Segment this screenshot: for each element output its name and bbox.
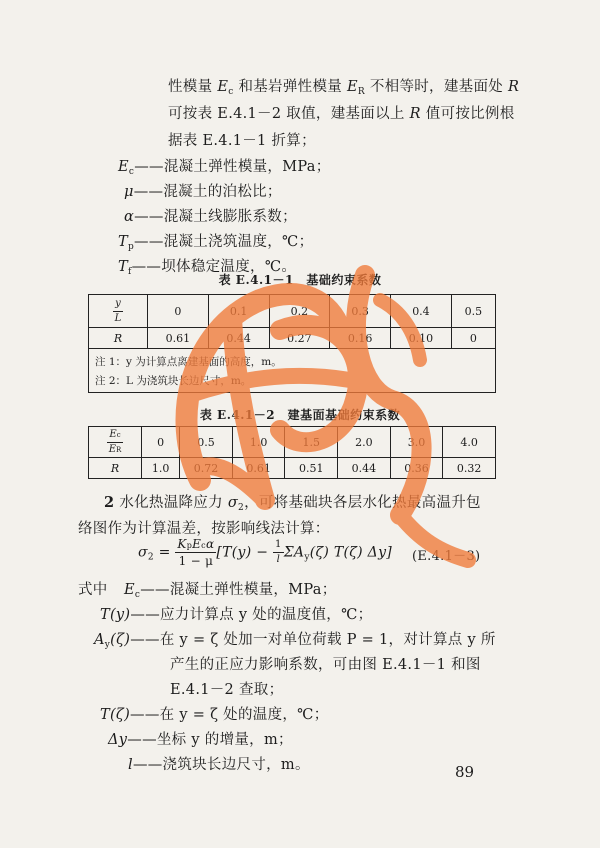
def-ec-2 (124, 578, 337, 600)
def-symbol: A (94, 632, 105, 648)
item-number: 2 (104, 494, 115, 511)
intro-text: 性模量 (168, 79, 218, 95)
def-lead: 式中 (78, 582, 108, 598)
def-text: ——坝体稳定温度，℃。 (131, 259, 297, 275)
para-text: ，可将基础块各层水化热最高温升包 (244, 495, 481, 511)
table-cell: 0.27 (269, 328, 330, 349)
table-cell: 0.2 (269, 295, 330, 328)
table1-note-1: 注 1：y 为计算点离建基面的高度，m。 (95, 356, 282, 368)
para-text: 水化热温降应力 (119, 495, 228, 511)
frac-den (107, 443, 122, 455)
frac-den: 1 − μ (178, 554, 214, 568)
table1-header-cell (89, 295, 148, 328)
sub-2: 2 (147, 552, 154, 563)
def-symbol: α (124, 209, 135, 225)
intro-text: 可按表 E.4.1－2 取值，建基面以上 (168, 106, 410, 122)
def-alpha (124, 205, 297, 226)
frac-den: L (114, 312, 122, 324)
def-symbol: E (124, 582, 135, 598)
table-cell: 0.61 (148, 328, 209, 349)
sym-sigma: σ (227, 495, 239, 511)
def-text: ——混凝土弹性模量，MPa； (134, 159, 331, 175)
table2-title: 表 E.4.1－2 建基面基础约束系数 (199, 408, 401, 422)
table-cell: 0.3 (330, 295, 391, 328)
sub-p: p (186, 541, 193, 550)
def-symbol: T (118, 259, 128, 275)
def-symbol: T(y) (100, 607, 131, 623)
def-sub: p (127, 242, 135, 252)
def-symbol: l (128, 757, 133, 773)
def-text: ——混凝土线膨胀系数； (134, 209, 297, 225)
table-cell: 0.72 (180, 458, 233, 479)
para2-line-1 (104, 491, 481, 513)
intro-line-1 (168, 75, 519, 97)
table-cell: 0 (142, 427, 180, 458)
table-cell: 0.5 (180, 427, 233, 458)
def-sub: c (128, 167, 135, 177)
def-symbol: T(ζ) (100, 707, 131, 723)
sub-c: c (201, 541, 206, 550)
def-sub: f (127, 267, 132, 277)
frac-num: y (113, 299, 123, 312)
page-number: 89 (455, 763, 475, 781)
def-dy (108, 728, 293, 749)
table-cell: 0.16 (330, 328, 391, 349)
def-ay-cont-1: 产生的正应力影响系数，可由图 E.4.1－1 和图 (170, 657, 481, 673)
def-symbol: μ (124, 184, 134, 200)
def-symbol: Δy (108, 732, 128, 748)
intro-text: 不相等时，建基面处 (364, 79, 508, 95)
sub-2: 2 (238, 503, 245, 513)
equals-sign: = (153, 544, 176, 561)
table-cell: 3.0 (390, 427, 443, 458)
formula-e413 (138, 538, 392, 567)
fraction-ec-over-er (107, 430, 122, 455)
def-sub: c (134, 590, 141, 600)
para2-line-2: 络图作为计算温差，按影响线法计算： (78, 521, 330, 537)
def-text: ——坐标 y 的增量，m； (127, 732, 293, 748)
formula-body: (ζ) T(ζ) Δy] (309, 544, 393, 561)
sub-y: y (304, 552, 310, 563)
def-tzeta (100, 703, 329, 724)
sub-c: c (228, 87, 234, 97)
formula-body: [T(y) − (216, 544, 274, 561)
table-cell: 0.4 (391, 295, 452, 328)
def-symbol: (ζ) (110, 632, 131, 648)
table-cell: 0.36 (390, 458, 443, 479)
table-cell: 0.51 (285, 458, 338, 479)
def-text: ——浇筑块长边尺寸，m。 (132, 757, 310, 773)
sym-k: K (177, 537, 187, 551)
table-cell: 0 (451, 328, 495, 349)
def-ay-cont-2: E.4.1－2 查取； (170, 682, 284, 698)
table1-note-2: 注 2：L 为浇筑块长边尺寸，m。 (95, 375, 252, 387)
formula-inner-fraction (273, 540, 284, 565)
table-cell: 1.0 (142, 458, 180, 479)
table-cell: 2.0 (338, 427, 391, 458)
def-l (128, 753, 310, 774)
table-cell: 1.0 (232, 427, 285, 458)
sym-ec: E (217, 79, 229, 95)
sym-e: E (192, 537, 202, 551)
table1-row-y (89, 295, 496, 328)
def-sub: y (104, 640, 111, 650)
def-text: ——混凝土浇筑温度，℃； (134, 234, 314, 250)
table2-row-ratio (89, 427, 496, 458)
sym-e: E (108, 443, 116, 455)
sym-r: R (507, 79, 520, 95)
table2-row-r (89, 458, 496, 479)
frac-num (107, 430, 122, 443)
intro-text: 值可按比例根 (420, 106, 515, 122)
table2 (88, 426, 496, 479)
table2-header-cell (89, 427, 142, 458)
sub-c: c (116, 430, 121, 439)
def-text: ——混凝土的泊松比； (133, 184, 282, 200)
frac-den: l (276, 554, 281, 565)
formula-body: ΣA (283, 544, 305, 561)
table-cell: 0.10 (391, 328, 452, 349)
intro-text: 和基岩弹性模量 (233, 79, 347, 95)
table-row-label: R (89, 328, 148, 349)
table-cell: 0.32 (443, 458, 496, 479)
formula-label: (E.4.1－3) (412, 549, 481, 564)
fraction-y-over-l (113, 299, 123, 324)
def-text: ——混凝土弹性模量，MPa； (140, 582, 337, 598)
sub-r: R (357, 87, 365, 97)
table-cell: 0.5 (451, 295, 495, 328)
table-cell: 0.44 (338, 458, 391, 479)
sym-alpha: α (205, 537, 215, 551)
def-symbol: T (118, 234, 128, 250)
def-text: ——在 y = ζ 处加一对单位荷载 P = 1，对计算点 y 所 (130, 632, 496, 648)
def-mu (124, 180, 282, 201)
table1-row-r (89, 328, 496, 349)
frac-num (175, 538, 216, 553)
table-cell: 4.0 (443, 427, 496, 458)
table-row-label: R (89, 458, 142, 479)
intro-line-2 (168, 102, 515, 123)
intro-line-3: 据表 E.4.1－1 折算； (168, 133, 316, 149)
sym-r: R (409, 106, 421, 122)
def-tp (118, 230, 313, 252)
table1-notes-cell (89, 349, 496, 393)
def-ty (100, 603, 372, 624)
frac-num: 1 (273, 540, 284, 553)
sym-sigma: σ (138, 544, 148, 561)
table-cell: 0.44 (208, 328, 269, 349)
def-symbol: E (118, 159, 129, 175)
table-cell: 0.1 (208, 295, 269, 328)
def-text: ——应力计算点 y 处的温度值，℃； (130, 607, 373, 623)
table-cell: 0.61 (232, 458, 285, 479)
def-ay (94, 628, 496, 650)
table-cell: 0 (148, 295, 209, 328)
table1-notes-row (89, 349, 496, 393)
table1 (88, 294, 496, 393)
formula-main-fraction (175, 538, 216, 567)
sym-e: E (109, 428, 117, 440)
sym-er: E (346, 79, 358, 95)
table1-title: 表 E.4.1－1 基础约束系数 (218, 273, 382, 287)
sub-r: R (116, 445, 122, 454)
def-ec (118, 155, 331, 177)
def-text: ——在 y = ζ 处的温度，℃； (130, 707, 329, 723)
table-cell: 1.5 (285, 427, 338, 458)
